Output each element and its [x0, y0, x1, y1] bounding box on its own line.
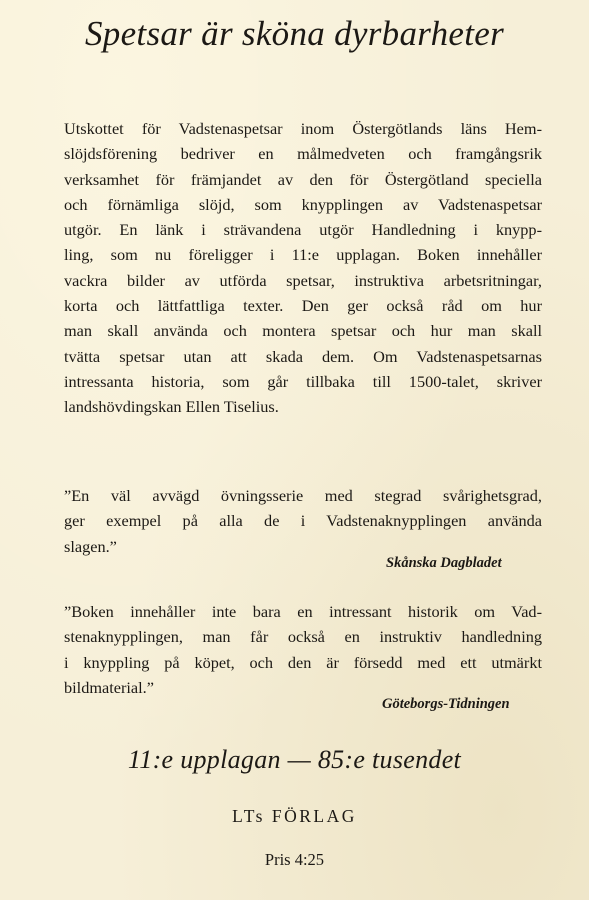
text-line: tvätta spetsar utan att skada dem. Om Vadstenaspetsarnas: [64, 346, 542, 366]
edition-info: 11:e upplagan — 85:e tusendet: [127, 745, 462, 774]
quote-line: ”Boken innehåller inte bara en intressant historik om Vad-: [64, 602, 542, 621]
review-quote-skanska-dagbladet: [64, 483, 542, 559]
text-line: korta och lättfattliga texter. Den ger också råd om hur: [64, 296, 542, 316]
quote-line: slagen.”: [64, 536, 117, 556]
text-line: man skall använda och montera spetsar och hur man skall: [64, 321, 542, 341]
quote-line: bildmaterial.”: [64, 677, 154, 697]
text-line: utgör. En länk i strävandena utgör Handledning i knypp-: [64, 220, 542, 240]
page-title: Spetsar är sköna dyrbarheter: [85, 14, 504, 53]
text-line: ling, som nu föreligger i 11:e upplagan. Boken innehåller: [64, 245, 542, 265]
text-line: slöjdsförening bedriver en målmedveten och framgångsrik: [64, 144, 542, 164]
quote-line: ger exempel på alla de i Vadstenaknypplingen använda: [64, 511, 542, 531]
publisher-name: LTs FÖRLAG: [232, 806, 357, 826]
quote-line: i knyppling på köpet, och den är försedd med ett utmärkt: [64, 652, 542, 672]
price-label: Pris 4:25: [264, 850, 325, 869]
quote-line: ”En väl avvägd övningsserie med stegrad svårighetsgrad,: [64, 486, 542, 505]
text-line: Utskottet för Vadstenaspetsar inom Östergötlands läns Hem-: [64, 119, 542, 138]
text-line: verksamhet för främjandet av den för Östergötland speciella: [64, 169, 542, 189]
text-line: vackra bilder av utförda spetsar, instruktiva arbetsritningar,: [64, 270, 542, 290]
text-line: landshövdingskan Ellen Tiselius.: [64, 397, 279, 417]
quote-line: stenaknypplingen, man får också en instruktiv handledning: [64, 627, 542, 647]
text-line: intressanta historia, som går tillbaka till 1500-talet, skriver: [64, 371, 542, 391]
review-quote-goteborgs-tidningen: [64, 599, 542, 700]
text-line: och förnämliga slöjd, som knypplingen av Vadstenaspetsar: [64, 194, 542, 214]
quote-source: Göteborgs-Tidningen: [382, 696, 510, 712]
quote-source: Skånska Dagbladet: [386, 555, 502, 571]
description-paragraph: [64, 116, 542, 420]
